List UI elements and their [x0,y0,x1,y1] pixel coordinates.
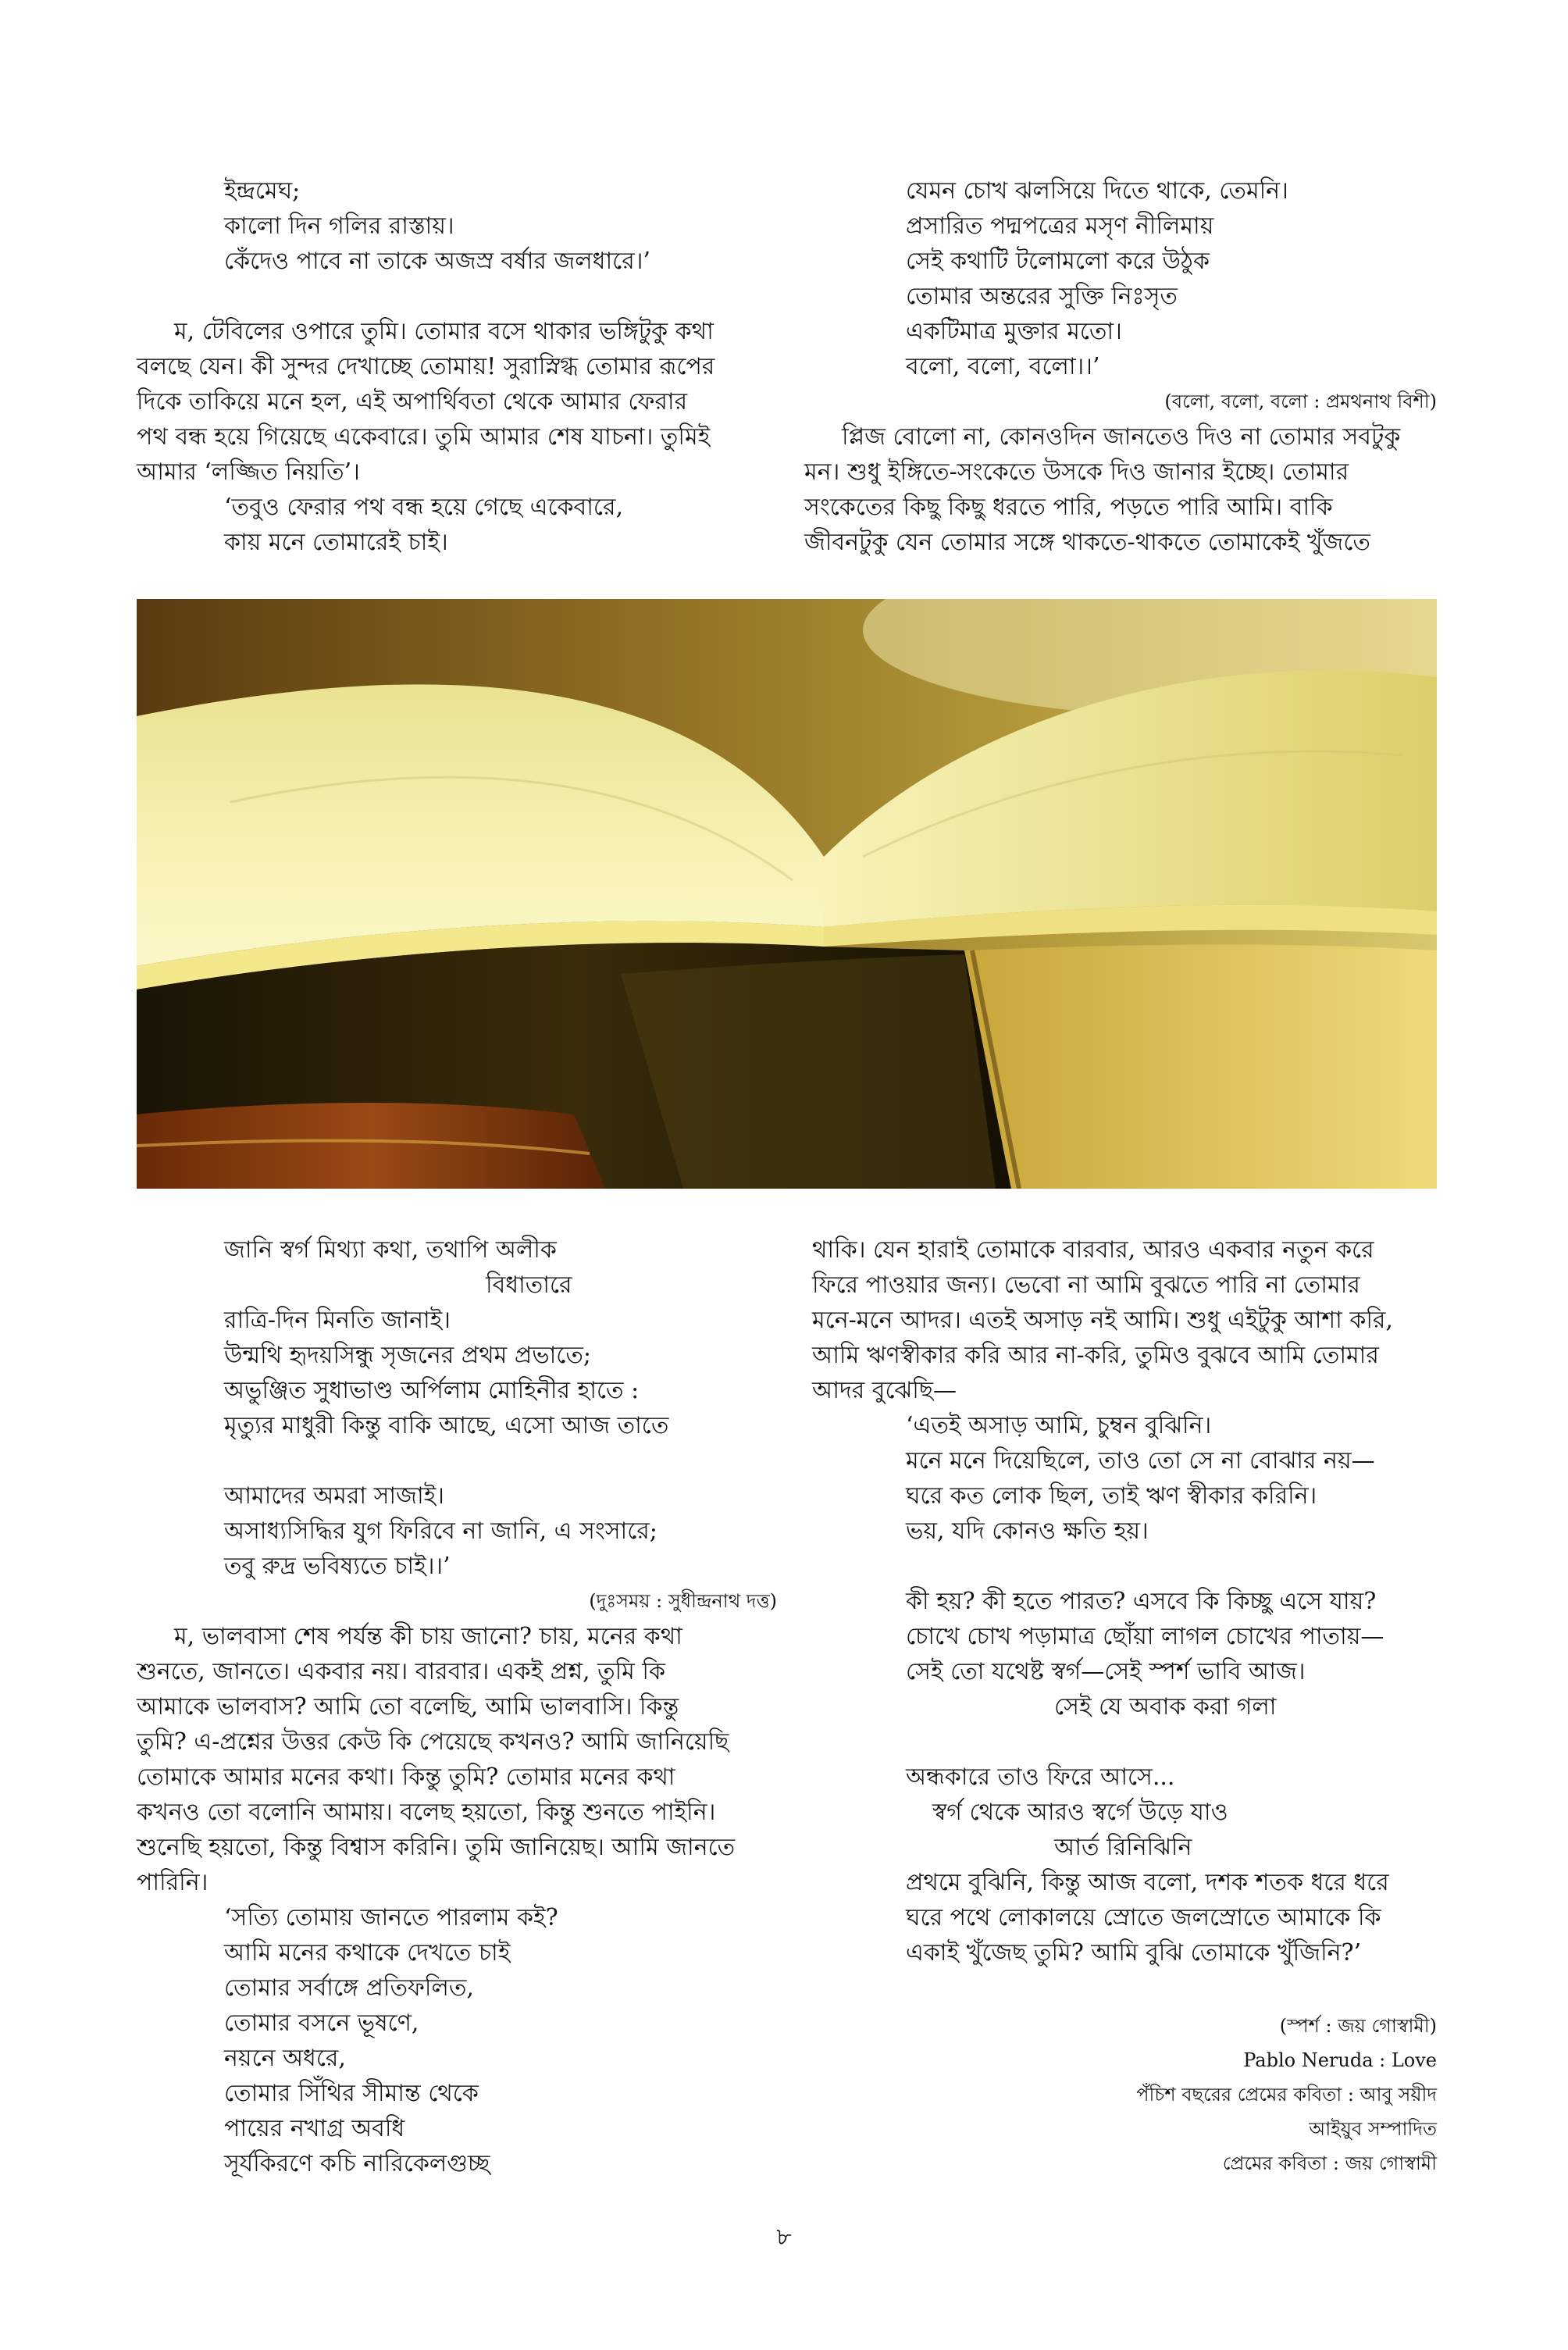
prose-paragraph: প্লিজ বোলো না, কোনওদিন জানতেও দিও না তোমার সবটুকু মন। শুধু ইঙ্গিতে-সংকেতে উসকে দিও জানার ইচ্ছে। তোমার সংকেতের কিছু কিছু ধরতে পারি, পড়তে পারি আমি। বাকি জীবনটুকু যেন তোমার সঙ্গে থাকতে-থাকতে তোমাকেই খুঁজতে [804,423,1401,556]
poem-line: কেঁদেও পাবে না তাকে অজস্র বর্ষার জলধারে।’ [224,248,650,275]
source-line: Pablo Neruda : Love [1243,2049,1437,2071]
open-book-icon [137,599,1437,1189]
citation: (স্পর্শ : জয় গোস্বামী) [1279,2015,1437,2037]
source-line: প্রেমের কবিতা : জয় গোস্বামী [1222,2152,1437,2174]
prose-paragraph: ম, টেবিলের ওপারে তুমি। তোমার বসে থাকার ভঙ্গিটুকু কথা বলছে যেন। কী সুন্দর দেখাচ্ছে তোমায়! সুরাস্নিগ্ধ তোমার রূপের দিকে তাকিয়ে মনে হল, এই অপার্থিবতা থেকে আমার ফেরার পথ বন্ধ হয়ে গিয়েছে একেবারে। তুমি আমার শেষ যাচনা। তুমিই আমার ‘লজ্জিত নিয়তি’। [137,318,715,486]
top-left-column [137,173,754,560]
bottom-right-column [812,1232,1437,1970]
source-line: আইয়ুব সম্পাদিত [1309,2118,1437,2140]
sources-block [1136,2009,1437,2181]
poem-block: ‘এতই অসাড় আমি, চুম্বন বুঝিনি। মনে মনে দিয়েছিলে, তাও তো সে না বোঝার নয়— ঘরে কত লোক ছিল, তাই ঋণ স্বীকার করিনি। ভয়, যদি কোনও ক্ষতি হয়। কী হয়? কী হতে পারত? এসবে কি কিচ্ছু এসে যায়? চোখে চোখ পড়ামাত্র ছোঁয়া লাগল চোখের পাতায়— সেই তো যথেষ্ট স্বর্গ—সেই স্পর্শ ভাবি আজ। সেই যে অবাক করা গলা অন্ধকারে তাও ফিরে আসে... স্বর্গ থেকে আরও স্বর্গে উড়ে যাও আর্ত রিনিঝিনি প্রথমে বুঝিনি, কিন্তু আজ বলো, দশক শতক ধরে ধরে ঘরে পথে লোকালয়ে স্রোতে জলস্রোতে আমাকে কি একাই খুঁজেছ তুমি? আমি বুঝি তোমাকে খুঁজিনি?’ [906,1412,1389,1967]
citation: (দুঃসময় : সুধীন্দ্রনাথ দত্ত) [589,1590,777,1612]
quote-block: ‘তবুও ফেরার পথ বন্ধ হয়ে গেছে একেবারে, কায় মনে তোমারেই চাই। [224,494,623,556]
prose-paragraph: থাকি। যেন হারাই তোমাকে বারবার, আরও একবার নতুন করে ফিরে পাওয়ার জন্য। ভেবো না আমি বুঝতে পারি না তোমার মনে-মনে আদর। এতই অসাড় নই আমি। শুধু এইটুকু আশা করি, আমি ঋণস্বীকার করি আর না-করি, তুমিও বুঝবে আমি তোমার আদর বুঝেছি— [812,1236,1393,1404]
poem-block: যেমন চোখ ঝলসিয়ে দিতে থাকে, তেমনি। প্রসারিত পদ্মপত্রের মসৃণ নীলিমায় সেই কথাটি টলোমলো করে উঠুক তোমার অন্তরের সুক্তি নিঃসৃত একটিমাত্র মুক্তার মতো। বলো, বলো, বলো।।’ [906,177,1288,380]
top-right-column [804,173,1437,560]
citation: (বলো, বলো, বলো : প্রমথনাথ বিশী) [1164,390,1437,412]
page-number: ৮ [776,2223,792,2251]
bottom-left-column [137,1232,777,2181]
poem-block: ‘সত্যি তোমায় জানতে পারলাম কই? আমি মনের কথাকে দেখতে চাই তোমার সর্বাঙ্গে প্রতিফলিত, তোমার বসনে ভূষণে, নয়নে অধরে, তোমার সিঁথির সীমান্ত থেকে পায়ের নখাগ্র অবধি সূর্যকিরণে কচি নারিকেলগুচ্ছ [224,1904,558,2177]
poem-block: জানি স্বর্গ মিথ্যা কথা, তথাপি অলীক বিধাতারে রাত্রি-দিন মিনতি জানাই। উন্মথি হৃদয়সিন্ধু সৃজনের প্রথম প্রভাতে; অভুঞ্জিত সুধাভাণ্ড অর্পিলাম মোহিনীর হাতে : মৃত্যুর মাধুরী কিন্তু বাকি আছে, এসো আজ তাতে আমাদের অমরা সাজাই। অসাধ্যসিদ্ধির যুগ ফিরিবে না জানি, এ সংসারে; তবু রুদ্র ভবিষ্যতে চাই।।’ [224,1236,669,1580]
poem-line: ইন্দ্রমেঘ; [224,177,301,205]
source-line: পঁচিশ বছরের প্রেমের কবিতা : আবু সয়ীদ [1136,2084,1437,2106]
prose-paragraph: ম, ভালবাসা শেষ পর্যন্ত কী চায় জানো? চায়, মনের কথা শুনতে, জানতে। একবার নয়। বারবার। একই প্রশ্ন, তুমি কি আমাকে ভালবাস? আমি তো বলেছি, আমি ভালবাসি। কিন্তু তুমি? এ-প্রশ্নের উত্তর কেউ কি পেয়েছে কখনও? আমি জানিয়েছি তোমাকে আমার মনের কথা। কিন্তু তুমি? তোমার মনের কথা কখনও তো বলোনি আমায়। বলেছ হয়তো, কিন্তু শুনতে পাইনি। শুনেছি হয়তো, কিন্তু বিশ্বাস করিনি। তুমি জানিয়েছ। আমি জানতে পারিনি। [137,1623,736,1896]
poem-line: কালো দিন গলির রাস্তায়। [224,212,454,240]
open-book-photo [137,599,1437,1189]
